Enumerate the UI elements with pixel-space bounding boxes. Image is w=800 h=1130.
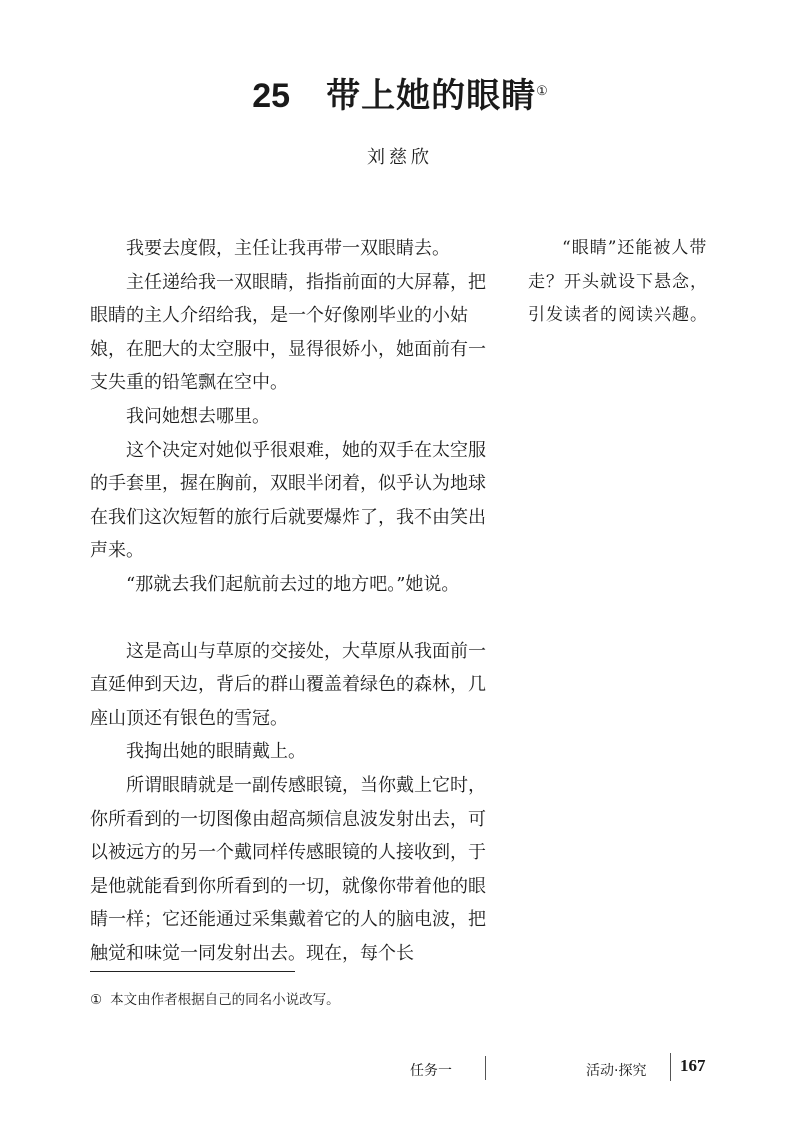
page-number: 167 xyxy=(680,1056,706,1075)
paragraph: 这个决定对她似乎很艰难，她的双手在太空服的手套里，握在胸前，双眼半闭着，似乎认为地球在我们这次短暂的旅行后就要爆炸了，我不由笑出声来。 xyxy=(90,439,486,562)
title-footnote-mark[interactable]: ① xyxy=(536,83,548,99)
title-text: 带上她的眼睛 xyxy=(326,76,537,116)
footer-divider xyxy=(670,1053,671,1081)
footnote-text: 本文由作者根据自己的同名小说改写。 xyxy=(110,992,340,1008)
paragraph: 所谓眼睛就是一副传感眼镜，当你戴上它时，你所看到的一切图像由超高频信息波发射出去，可以被远方的另一个戴同样传感眼镜的人接收到，于是他就能看到你所看到的一切，就像你带着他的眼睛一样；它还能通过采集戴着它的人的脑电波，把触觉和味觉一同发射出去。现在，每个长 xyxy=(90,774,486,964)
lesson-number: 25 xyxy=(252,77,291,115)
paragraph: 我问她想去哪里。 xyxy=(126,405,270,427)
footnote xyxy=(90,988,340,1008)
footer-divider xyxy=(485,1056,486,1080)
paragraph: 这是高山与草原的交接处，大草原从我面前一直延伸到天边，背后的群山覆盖着绿色的森林，几座山顶还有银色的雪冠。 xyxy=(90,640,486,729)
footer-unit-label: 活动·探究 xyxy=(586,1063,647,1079)
footnote-mark: ① xyxy=(90,992,103,1008)
annotation-text: “眼睛”还能被人带走？开头就设下悬念，引发读者的阅读兴趣。 xyxy=(528,238,708,326)
footer-section-label: 任务一 xyxy=(410,1063,452,1079)
paragraph: 主任递给我一双眼睛，指指前面的大屏幕，把眼睛的主人介绍给我，是一个好像刚毕业的小姑娘，在肥大的太空服中，显得很娇小，她面前有一支失重的铅笔飘在空中。 xyxy=(90,271,486,394)
paragraph: “那就去我们起航前去过的地方吧。”她说。 xyxy=(126,573,460,595)
margin-annotation xyxy=(528,232,718,333)
paragraph: 我掏出她的眼睛戴上。 xyxy=(126,741,306,763)
body-text xyxy=(90,232,502,970)
author-name: 刘慈欣 xyxy=(367,147,433,168)
lesson-title xyxy=(0,68,800,117)
footnote-divider xyxy=(90,971,295,972)
paragraph: 我要去度假，主任让我再带一双眼睛去。 xyxy=(126,238,450,259)
